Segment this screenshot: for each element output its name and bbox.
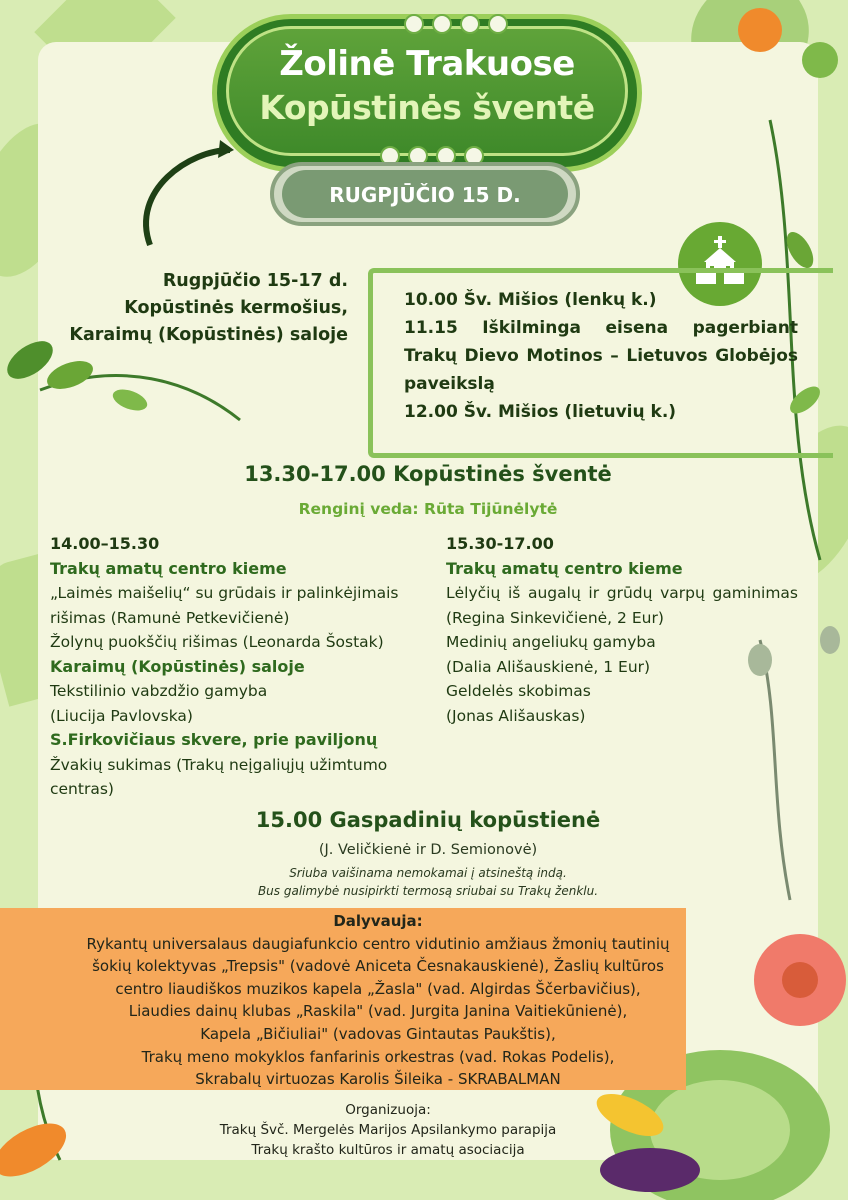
participant-line: Skrabalų virtuozas Karolis Šileika - SKRABALMAN	[195, 1070, 561, 1089]
soup-authors: (J. Veličkienė ir D. Semionovė)	[318, 842, 538, 858]
organizer-1: Trakų Švč. Mergelės Marijos Apsilankymo parapija	[219, 1122, 557, 1138]
participants	[38, 910, 718, 1091]
capsule-dots-top	[404, 14, 508, 34]
left-item-3: Tekstilinio vabzdžio gamyba	[50, 682, 268, 700]
right-time: 15.30-17.00	[446, 534, 554, 553]
mass-item: 10.00 Šv. Mišios (lenkų k.)	[404, 290, 657, 310]
participant-line: Kapela „Bičiuliai" (vadovas Gintautas Paukštis),	[200, 1024, 556, 1043]
mass-schedule	[404, 286, 798, 426]
participant-line: Liaudies dainų klubas „Raskila" (vad. Jurgita Janina Vaitiekūnienė),	[128, 1002, 628, 1021]
fair-info	[69, 268, 348, 349]
participant-line: šokių kolektyvas „Trepsis" (vadovė Aniceta Česnakauskienė), Žaslių kultūros	[92, 957, 664, 976]
left-item-1: „Laimės maišelių“ su grūdais ir palinkėjimais rišimas (Ramunė Petkevičienė)	[50, 584, 399, 627]
right-item-2b: (Dalia Ališauskienė, 1 Eur)	[446, 657, 651, 676]
title-line-2: Kopūstinės šventė	[259, 88, 595, 127]
schedule-left-column	[50, 532, 422, 802]
left-item-2: Žolynų puokščių rišimas (Leonarda Šostak)	[50, 633, 384, 651]
fair-line: Karaimų (Kopūstinės) saloje	[69, 325, 348, 345]
festival-host: Renginį veda: Rūta Tijūnėlytė	[298, 500, 558, 518]
organizer-2: Trakų krašto kultūros ir amatų asociacija	[251, 1142, 525, 1158]
title-line-1: Žolinė Trakuose	[279, 44, 575, 84]
participants-heading: Dalyvauja:	[333, 912, 423, 930]
soup-note-2: Bus galimybė nusipirkti termosą sriubai su Trakų ženklu.	[257, 884, 599, 898]
mass-item: 12.00 Šv. Mišios (lietuvių k.)	[404, 402, 677, 422]
participant-line: Trakų meno mokyklos fanfarinis orkestras (vad. Rokas Podelis),	[141, 1047, 615, 1066]
right-item-3b: (Jonas Ališauskas)	[446, 706, 586, 725]
soup-heading: 15.00 Gaspadinių kopūstienė	[255, 808, 601, 832]
fair-line: Kopūstinės kermošius,	[124, 298, 348, 318]
left-place-1: Trakų amatų centro kieme	[50, 558, 287, 578]
right-place-1: Trakų amatų centro kieme	[446, 558, 683, 578]
left-place-3: S.Firkovičiaus skvere, prie paviljonų	[50, 730, 378, 749]
participant-line: Rykantų universalaus daugiafunkcio centro vidutinio amžiaus žmonių tautinių	[86, 934, 670, 953]
right-item-1: Lėlyčių iš augalų ir grūdų varpų gaminimas (Regina Sinkevičienė, 2 Eur)	[446, 584, 798, 627]
right-item-3: Geldelės skobimas	[446, 682, 591, 700]
left-place-2: Karaimų (Kopūstinės) saloje	[50, 656, 305, 676]
left-item-4: Žvakių sukimas (Trakų neįgaliųjų užimtumo centras)	[50, 755, 388, 798]
soup-note-1: Sriuba vaišinama nemokamai į atsineštą indą.	[289, 866, 567, 880]
fair-line: Rugpjūčio 15-17 d.	[162, 271, 348, 291]
right-item-2: Medinių angeliukų gamyba	[446, 633, 656, 651]
event-date: RUGPJŪČIO 15 D.	[329, 183, 521, 207]
left-time: 14.00–15.30	[50, 534, 160, 553]
organizers-heading: Organizuoja:	[345, 1102, 431, 1118]
organizers	[38, 1100, 738, 1160]
festival-heading: 13.30-17.00 Kopūstinės šventė	[244, 462, 612, 486]
left-item-3b: (Liucija Pavlovska)	[50, 706, 193, 725]
participant-line: centro liaudiškos muzikos kapela „Žasla" (vad. Algirdas Ščerbavičius),	[115, 979, 641, 998]
mass-item: 11.15 Iškilminga eisena pagerbiant Trakų Dievo Motinos – Lietuvos Globėjos paveikslą	[404, 318, 798, 394]
schedule-right-column	[446, 532, 798, 728]
